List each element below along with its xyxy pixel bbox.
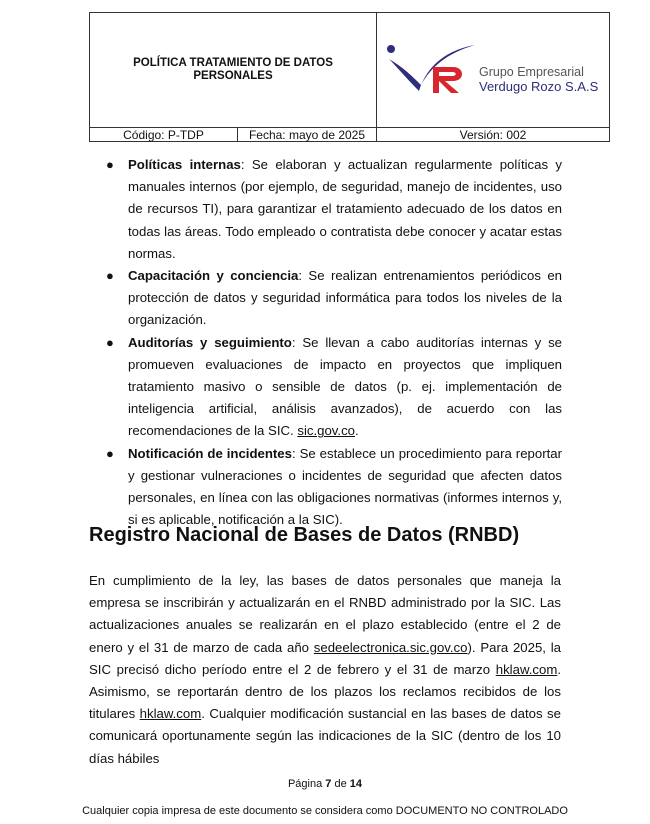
paragraph-text: . Asimismo, se reportarán dentro de los plazos los reclamos recibidos de los titulares: [89, 661, 561, 722]
page-number: [0, 778, 650, 790]
list-item: [104, 332, 562, 443]
page-current: 7: [325, 778, 332, 790]
bullet-text: : Se elaboran y actualizan regularmente políticas y manuales internos (por ejemplo, de seguridad, manejo de incidentes, uso de recursos TI), para garantizar el tratamiento adecuado de los datos en todas las áreas. Todo empleado o contratista debe conocer y acatar estas normas.: [128, 157, 562, 261]
document-meta-row: [90, 127, 609, 142]
vr-logo-icon: [385, 41, 481, 101]
sedeelectronica-link[interactable]: sedeelectronica.sic.gov.co: [313, 639, 468, 655]
bullet-icon: ●: [106, 445, 114, 461]
company-name-line1: Grupo Empresarial: [479, 65, 584, 79]
footer-note: Cualquier copia impresa de este documento se considera como DOCUMENTO NO CONTROLADO: [82, 805, 568, 817]
hklaw-link[interactable]: hklaw.com: [495, 661, 558, 677]
bullet-icon: ●: [106, 268, 114, 284]
bullet-text: : Se establece un procedimiento para reportar y gestionar vulneraciones o incidentes de seguridad que afecten datos personales, en línea con las obligaciones normativas (informes internos y, si es aplicable, notificación a la SIC).: [128, 445, 562, 528]
bullet-icon: ●: [106, 157, 114, 172]
bullet-term: Auditorías y seguimiento: [128, 334, 292, 350]
bullet-text: : Se llevan a cabo auditorías internas y se promueven evaluaciones de impacto en proyectos que impliquen tratamiento masivo o sensible de datos (p. ej. implementación de inteligencia artificial, análisis avanzados), de acuerdo con las recomendaciones de la SIC.: [128, 334, 562, 439]
document-code: Código: P-TDP: [90, 128, 238, 142]
page-mid: de: [331, 778, 350, 790]
bullet-term: Notificación de incidentes: [128, 445, 292, 461]
company-name-line2: Verdugo Rozo S.A.S: [479, 79, 599, 94]
bullet-term: Capacitación y conciencia: [128, 268, 299, 284]
paragraph-text: ). Para 2025, la SIC precisó dicho período entre el 2 de febrero y el 31 de marzo: [89, 639, 561, 677]
list-item: [104, 265, 562, 332]
sic-link[interactable]: sic.gov.co: [297, 423, 355, 439]
list-item: [104, 154, 562, 265]
bullet-term: Políticas internas: [128, 157, 241, 172]
bullet-list: [104, 154, 562, 531]
company-logo: [377, 13, 609, 127]
section-paragraph: [89, 570, 561, 770]
page-prefix: Página: [287, 778, 326, 790]
bullet-text: : Se realizan entrenamientos periódicos en protección de datos y seguridad informática para todos los niveles de la organización.: [128, 268, 562, 328]
paragraph-text: En cumplimiento de la ley, las bases de datos personales que maneja la empresa se inscribirán y actualizarán en el RNBD administrado por la SIC. Las actualizaciones anuales se realizarán en el plazo establecido (entre el 2 de enero y el 31 de marzo de cada año: [89, 573, 561, 655]
paragraph-text: . Cualquier modificación sustancial en las bases de datos se comunicará oportunamente según las indicaciones de la SIC (dentro de los 10 días hábiles: [89, 706, 561, 766]
document-version: Versión: 002: [459, 128, 527, 142]
bullet-icon: ●: [106, 334, 114, 350]
section-title: Registro Nacional de Bases de Datos (RNBD): [89, 524, 520, 546]
bullet-text-end: .: [355, 423, 359, 439]
page-total: 14: [349, 778, 363, 790]
document-title: POLÍTICA TRATAMIENTO DE DATOS PERSONALES: [90, 13, 377, 127]
list-item: [104, 443, 562, 532]
document-date: Fecha: mayo de 2025: [238, 128, 377, 142]
hklaw-link[interactable]: hklaw.com: [139, 706, 202, 722]
document-header: [89, 12, 610, 142]
